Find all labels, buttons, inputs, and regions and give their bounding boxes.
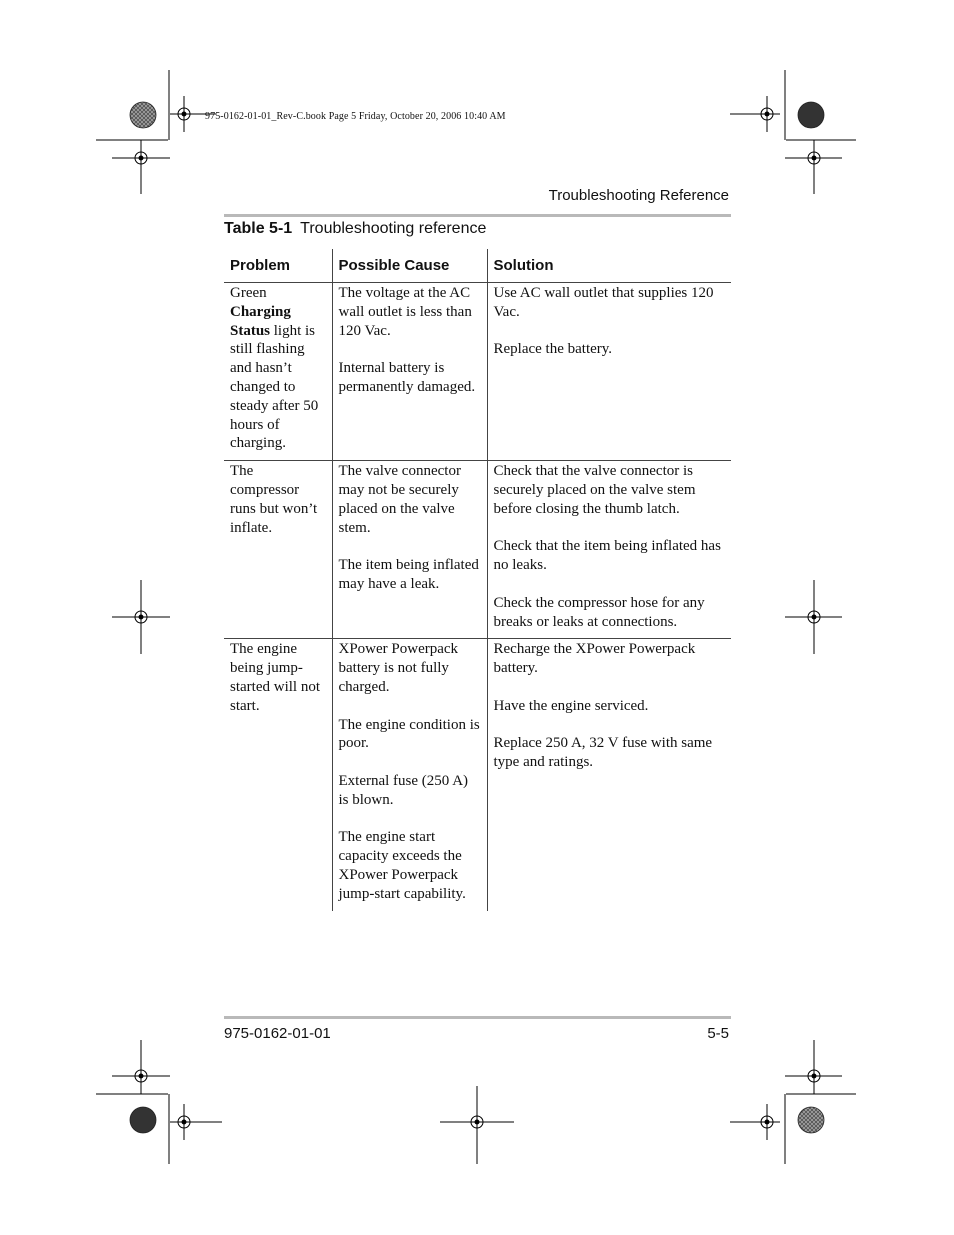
table-row [224, 283, 731, 461]
cause-text: The engine condition is poor. [338, 716, 480, 752]
table-row [224, 461, 731, 639]
table-row [224, 639, 731, 911]
footer-rule [224, 1016, 731, 1019]
charging-status-label: Charging Status [230, 303, 291, 339]
solution-text: Have the engine serviced. [493, 697, 649, 714]
footer-doc-number: 975-0162-01-01 [224, 1025, 331, 1042]
troubleshooting-table [224, 249, 731, 911]
table-caption [224, 220, 486, 238]
cause-text: The voltage at the AC wall outlet is less than 120 Vac. [338, 285, 472, 339]
table-header-row [224, 249, 731, 283]
problem-cell: Green Charging Status light is still flashing and hasn’t changed to steady after 50 hours of charging. [230, 285, 319, 452]
header-rule [224, 214, 731, 217]
table-number: Table 5-1 [224, 220, 293, 237]
cause-cell [332, 639, 487, 911]
problem-cell: The compressor runs but won’t inflate. [224, 461, 332, 639]
header-problem: Problem [224, 249, 332, 283]
solution-text: Check that the item being inflated has no leaks. [493, 538, 721, 574]
table-title: Troubleshooting reference [300, 220, 487, 237]
cause-text: Internal battery is permanently damaged. [338, 360, 476, 395]
solution-text: Check the compressor hose for any breaks or leaks at connections. [493, 594, 705, 630]
solution-cell [487, 639, 731, 911]
cause-text: The item being inflated may have a leak. [338, 557, 479, 592]
running-head: Troubleshooting Reference [548, 187, 729, 204]
solution-text: Use AC wall outlet that supplies 120 Vac. [493, 285, 714, 320]
cause-text: The valve connector may not be securely placed on the valve stem. [338, 463, 461, 536]
solution-text: Recharge the XPower Powerpack battery. [493, 641, 696, 677]
cause-text: The engine start capacity exceeds the XPower Powerpack jump-start capability. [338, 829, 466, 902]
cause-cell [332, 461, 487, 639]
solution-cell [487, 283, 731, 461]
footer-page-number: 5-5 [707, 1025, 729, 1042]
solution-text: Check that the valve connector is securely placed on the valve stem before closing the thumb latch. [493, 463, 696, 517]
problem-cell: The engine being jump-started will not start. [224, 639, 332, 911]
solution-text: Replace 250 A, 32 V fuse with same type and ratings. [493, 735, 713, 771]
print-info-line: 975-0162-01-01_Rev-C.book Page 5 Friday, October 20, 2006 10:40 AM [205, 111, 506, 122]
cause-text: XPower Powerpack battery is not fully charged. [338, 641, 459, 695]
cause-text: External fuse (250 A) is blown. [338, 772, 469, 808]
header-solution: Solution [487, 249, 731, 283]
solution-cell [487, 461, 731, 639]
header-possible-cause: Possible Cause [332, 249, 487, 283]
cause-cell [332, 283, 487, 461]
solution-text: Replace the battery. [493, 341, 613, 358]
